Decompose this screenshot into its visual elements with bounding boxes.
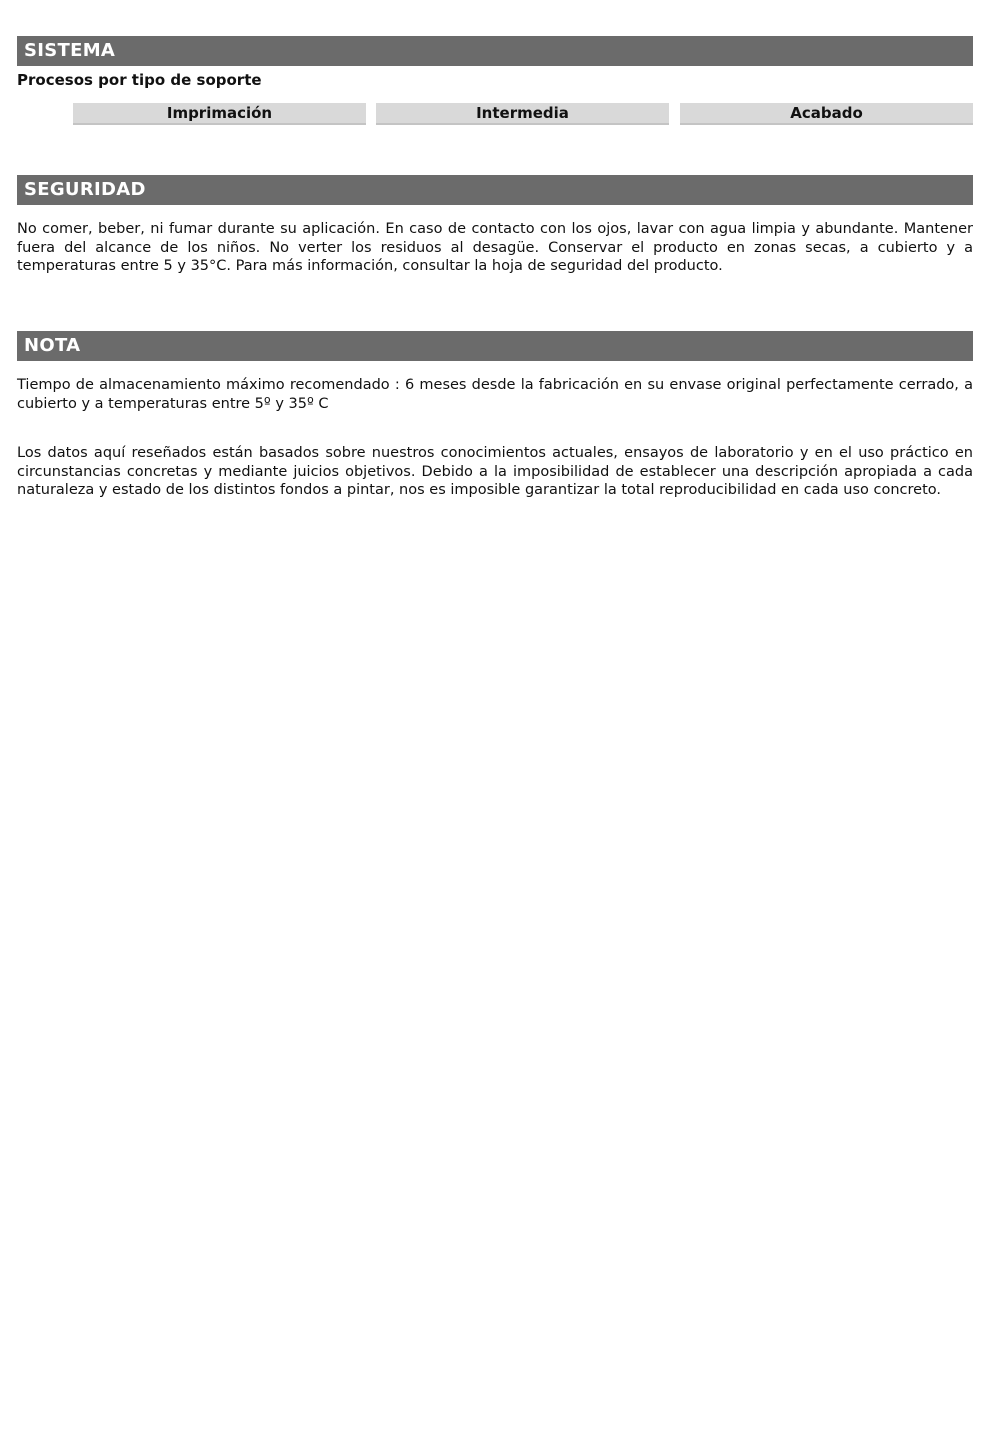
processes-subtitle: Procesos por tipo de soporte (17, 71, 262, 89)
process-acabado: Acabado (680, 103, 973, 125)
seguridad-text: No comer, beber, ni fumar durante su aplicación. En caso de contacto con los ojos, lavar con agua limpia y abundante. Mantener fuera del alcance de los niños. No verter los residuos al desagüe. Conservar el producto en zonas secas, a cubierto y a temperaturas entre 5 y 35°C. Para más información, consultar la hoja de seguridad del producto. (17, 221, 973, 274)
storage-note-text: Tiempo de almacenamiento máximo recomendado : 6 meses desde la fabricación en su envase original perfectamente cerrado, a cubierto y a temperaturas entre 5º y 35º C (17, 377, 973, 412)
disclaimer-text: Los datos aquí reseñados están basados sobre nuestros conocimientos actuales, ensayos de laboratorio y en el uso práctico en circunstancias concretas y mediante juicios objetivos. Debido a la imposibilidad de establecer una descripción apropiada a cada naturaleza y estado de los distintos fondos a pintar, nos es imposible garantizar la total reproducibilidad en cada uso concreto. (17, 445, 973, 498)
nota-section-header: NOTA (17, 331, 973, 361)
process-imprimacion: Imprimación (73, 103, 366, 125)
process-intermedia: Intermedia (376, 103, 669, 125)
seguridad-section-header: SEGURIDAD (17, 175, 973, 205)
sistema-section-header: SISTEMA (17, 36, 973, 66)
